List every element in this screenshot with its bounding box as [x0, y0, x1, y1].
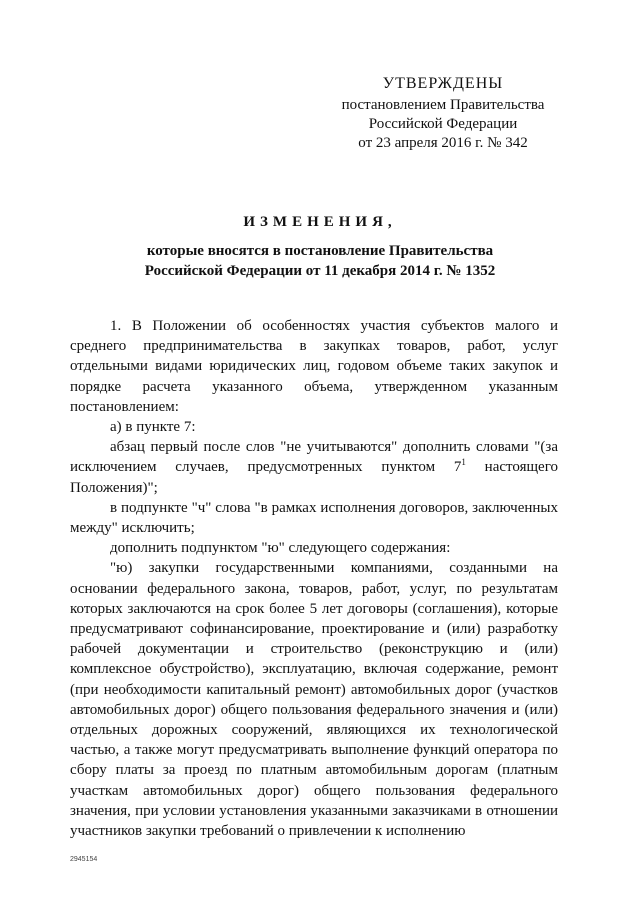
paragraph-4: в подпункте "ч" слова "в рамках исполнения договоров, заключенных между" исключить; — [70, 499, 558, 537]
approval-heading: УТВЕРЖДЕНЫ — [382, 75, 504, 92]
document-title — [0, 212, 640, 281]
paragraph-5: дополнить подпунктом "ю" следующего содержания: — [110, 540, 451, 557]
approval-line-1: постановлением Правительства — [341, 97, 545, 113]
approval-line-2: Российской Федерации — [368, 116, 518, 132]
paragraph-2: а) в пункте 7: — [110, 419, 196, 436]
approval-line-3: от 23 апреля 2016 г. № 342 — [358, 135, 528, 151]
title-subtitle-line-2: Российской Федерации от 11 декабря 2014 г. № 1352 — [144, 263, 496, 279]
approval-block — [330, 74, 556, 153]
paragraph-3-part-a: абзац первый после слов "не учитываются" дополнить словами "(за исключением случаев, предусмотренных пунктом 7 — [70, 439, 558, 476]
title-subtitle-line-1: которые вносятся в постановление Правительства — [146, 243, 494, 259]
document-code: 2945154 — [70, 856, 98, 863]
paragraph-6: "ю) закупки государственными компаниями, созданными на основании федерального закона, товаров, работ, услуг, по результатам которых заключаются на срок более 5 лет договоры (соглашения), которые предусматривают софинансирование, проектирование и (или) разработку рабочей документации и строительство (реконструкцию и (или) комплексное обустройство), эксплуатацию, включая содержание, ремонт (при необходимости капитальный ремонт) автомобильных дорог (участков автомобильных дорог) общего пользования федерального значения и (или) отдельных дорожных сооружений, являющихся их технологической частью, а также могут предусматривать выполнение функций оператора по сбору платы за проезд по платным автомобильным дорогам (платным участкам автомобильных дорог) общего пользования федерального значения, при условии установления указанными заказчиками в отношении участников закупки требований о привлечении к исполнению — [70, 560, 558, 840]
paragraph-3 — [70, 437, 558, 498]
document-body — [70, 316, 558, 841]
title-main: ИЗМЕНЕНИЯ, — [243, 214, 397, 230]
paragraph-3-part-b: настоящего Положения)"; — [70, 459, 558, 496]
superscript-reference: 1 — [461, 457, 466, 468]
paragraph-1: 1. В Положении об особенностях участия субъектов малого и среднего предпринимательства в закупках товаров, работ, услуг отдельными видами юридических лиц, годовом объеме таких закупок и порядке расчета указанного объема, утвержденном указанным постановлением: — [70, 318, 558, 415]
